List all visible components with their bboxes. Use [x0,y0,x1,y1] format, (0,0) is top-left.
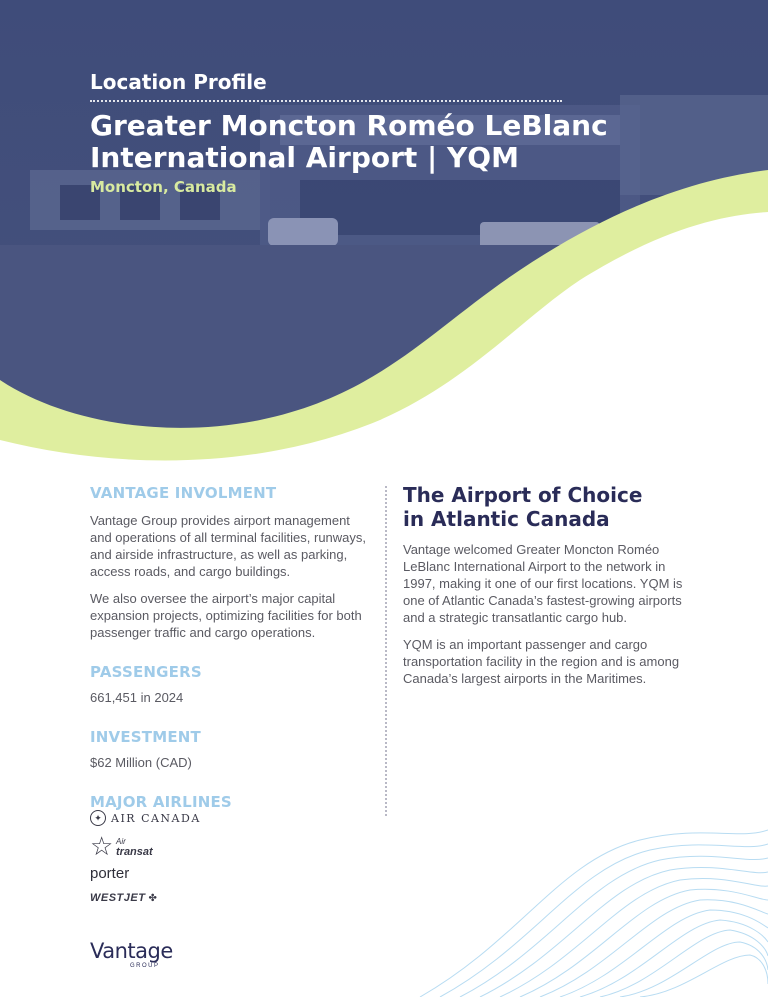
title-line-1: Greater Moncton Roméo LeBlanc [90,109,608,142]
maple-leaf-icon: ✦ [90,810,106,826]
location-subtitle: Moncton, Canada [90,178,237,196]
porter-logo: porter [90,865,130,882]
investment-value: $62 Million (CAD) [90,755,192,770]
air-canada-label: AIR CANADA [111,811,201,825]
airlines-heading: MAJOR AIRLINES [90,793,232,811]
involvement-heading: VANTAGE INVOLMENT [90,484,277,502]
star-icon: ☆ [90,831,114,861]
overview-paragraph-2: YQM is an important passenger and cargo transportation facility in the region and is among Canada’s largest airports in the Maritimes. [403,637,680,686]
logo-subtext: GROUP [130,963,160,969]
section-title-line-2: in Atlantic Canada [403,507,610,531]
air-transat-label-1: Air [116,837,126,846]
passengers-value: 661,451 in 2024 [90,690,184,705]
involvement-paragraph-2: We also oversee the airport’s major capital expansion projects, optimizing facilities for both passenger traffic and cargo operations. [90,591,362,640]
logo-wordmark: Vantage [90,939,173,963]
involvement-paragraph-1: Vantage Group provides airport management and operations of all terminal facilities, runways, and airside infrastructure, as well as parking, access roads, and cargo buildings. [90,513,367,579]
vantage-group-logo [90,940,173,969]
passengers-heading: PASSENGERS [90,663,202,681]
air-transat-label-2: transat [116,846,153,858]
title-line-2: International Airport | YQM [90,141,519,174]
profile-kicker: Location Profile [90,70,267,94]
overview-paragraph-1: Vantage welcomed Greater Moncton Roméo LeBlanc International Airport to the network in 1997, making it one of our first locations. YQM is one of Atlantic Canada’s fastest-growing airports and a strategic transatlantic cargo hub. [403,542,683,625]
investment-heading: INVESTMENT [90,728,201,746]
maple-leaf-icon: ✤ [148,892,157,904]
westjet-label: WESTJET [90,892,146,904]
section-title-line-1: The Airport of Choice [403,483,643,507]
